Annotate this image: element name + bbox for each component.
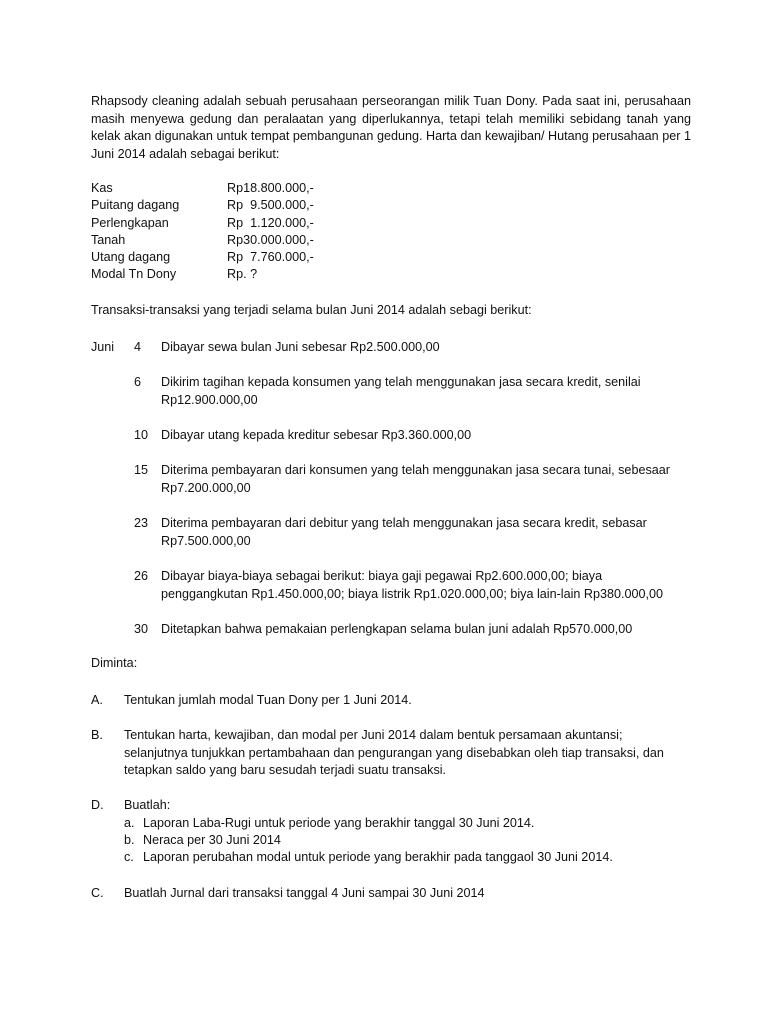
asset-value: Rp 7.760.000,- xyxy=(227,250,314,265)
requirement-letter: B. xyxy=(91,728,103,742)
requirement-text: Buatlah: xyxy=(124,798,171,812)
requirement-text: Tentukan jumlah modal Tuan Dony per 1 Juni 2014. xyxy=(124,693,412,707)
requirement-text: Buatlah Jurnal dari transaksi tanggal 4 Juni sampai 30 Juni 2014 xyxy=(124,886,485,900)
asset-list xyxy=(91,180,314,284)
transaction-text: Ditetapkan bahwa pemakaian perlengkapan selama bulan juni adalah Rp570.000,00 xyxy=(161,622,633,636)
sub-item-letter: a. xyxy=(124,816,135,830)
transaction-day: 15 xyxy=(134,463,149,477)
requirement-letter: C. xyxy=(91,886,104,900)
asset-label: Modal Tn Dony xyxy=(91,267,177,282)
sub-item-text: Laporan perubahan modal untuk periode yang berakhir pada tanggaol 30 Juni 2014. xyxy=(143,850,613,864)
transaction-text: Dibayar biaya-biaya sebagai berikut: biaya gaji pegawai Rp2.600.000,00; biaya penggangkutan Rp1.450.000,00; biaya listrik Rp1.020.000,00; biya lain-lain Rp380.000,00 xyxy=(161,569,664,601)
transaction-day: 10 xyxy=(134,428,149,442)
asset-label: Tanah xyxy=(91,232,126,247)
asset-row-modal xyxy=(91,266,314,283)
requirement-letter: D. xyxy=(91,798,104,812)
asset-row-piutang xyxy=(91,197,314,214)
transaction-day: 4 xyxy=(134,340,142,354)
transactions-heading: Transaksi-transaksi yang terjadi selama bulan Juni 2014 adalah sebagi berikut: xyxy=(91,303,532,317)
requirement-text: Tentukan harta, kewajiban, dan modal per Juni 2014 dalam bentuk persamaan akuntansi; selanjutnya tunjukkan pertambahaan dan pengurangan yang disebabkan oleh tiap transaksi, dan tetapkan saldo yang baru sesudah terjadi suatu transaksi. xyxy=(124,728,664,778)
transaction-text: Dikirim tagihan kepada konsumen yang telah menggunakan jasa secara kredit, senilai Rp12.900.000,00 xyxy=(161,375,641,407)
asset-label: Utang dagang xyxy=(91,250,171,265)
asset-value: Rp18.800.000,- xyxy=(227,181,314,195)
transaction-text: Dibayar sewa bulan Juni sebesar Rp2.500.000,00 xyxy=(161,340,440,354)
requirements-heading: Diminta: xyxy=(91,656,138,670)
asset-row-utang xyxy=(91,249,314,266)
asset-label: Puitang dagang xyxy=(91,198,180,213)
asset-row-tanah xyxy=(91,232,314,249)
transaction-text: Diterima pembayaran dari debitur yang telah menggunakan jasa secara kredit, sebasar Rp7.500.000,00 xyxy=(161,516,647,548)
asset-row-kas xyxy=(91,180,314,197)
transaction-day: 23 xyxy=(134,516,149,530)
sub-item-text: Laporan Laba-Rugi untuk periode yang berakhir tanggal 30 Juni 2014. xyxy=(143,816,535,830)
asset-value: Rp30.000.000,- xyxy=(227,232,314,247)
asset-label: Perlengkapan xyxy=(91,215,169,230)
intro-paragraph: Rhapsody cleaning adalah sebuah perusahaan perseorangan milik Tuan Dony. Pada saat ini, perusahaan masih menyewa gedung dan peralaatan yang diperlukannya, tetapi telah memiliki sebidang tanah yang kelak akan digunakan untuk tempat pembangunan gedung. Harta dan kewajiban/ Hutang perusahaan per 1 Juni 2014 adalah sebagai berikut: xyxy=(91,94,691,161)
transaction-text: Dibayar utang kepada kreditur sebesar Rp3.360.000,00 xyxy=(161,428,472,442)
transaction-day: 26 xyxy=(134,569,149,583)
transaction-text: Diterima pembayaran dari konsumen yang telah menggunakan jasa secara tunai, sebesaar Rp7.200.000,00 xyxy=(161,463,670,495)
transaction-day: 30 xyxy=(134,622,149,636)
asset-label: Kas xyxy=(91,181,113,195)
transaction-month: Juni xyxy=(91,340,115,354)
asset-value: Rp 9.500.000,- xyxy=(227,198,314,213)
sub-item-text: Neraca per 30 Juni 2014 xyxy=(143,833,281,847)
sub-item-letter: b. xyxy=(124,833,135,847)
asset-value: Rp 1.120.000,- xyxy=(227,215,314,230)
asset-row-perlengkapan xyxy=(91,215,314,232)
transaction-day: 6 xyxy=(134,375,142,389)
sub-item-letter: c. xyxy=(124,850,134,864)
asset-value: Rp. ? xyxy=(227,267,258,282)
requirement-letter: A. xyxy=(91,693,103,707)
